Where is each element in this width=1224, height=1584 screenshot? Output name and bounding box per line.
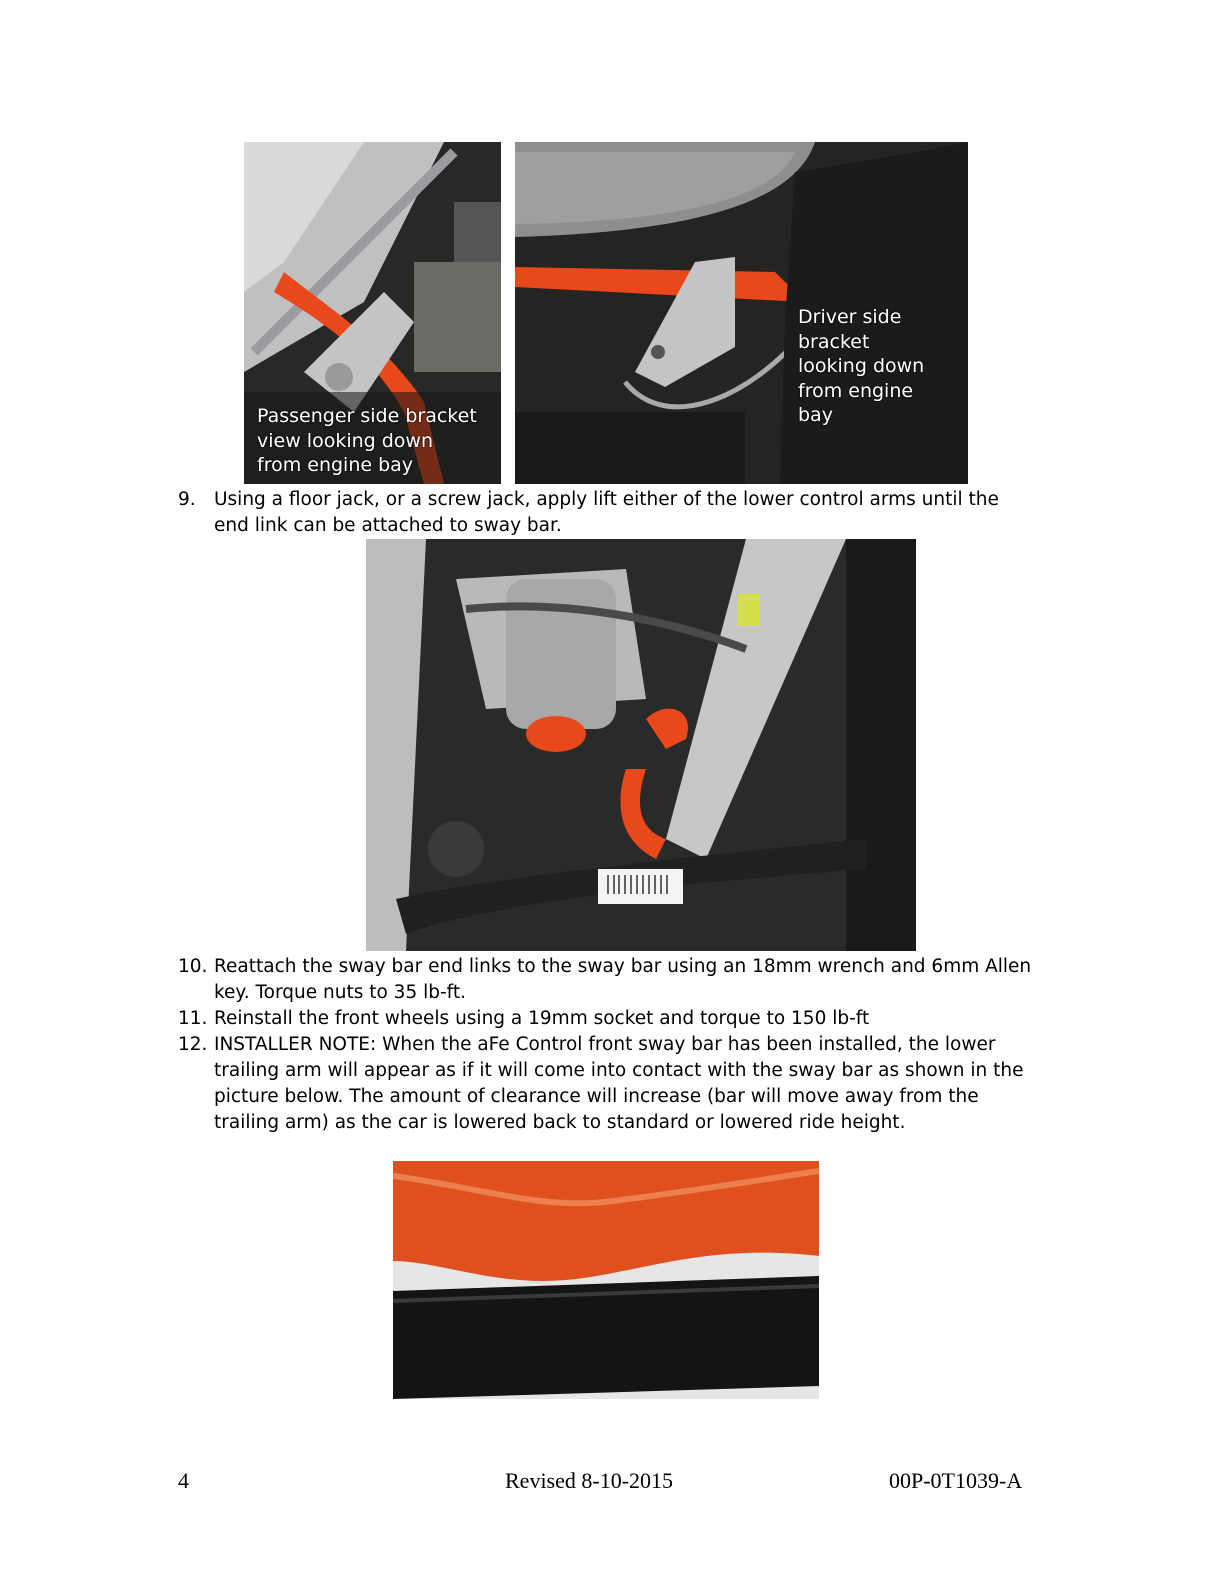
step-12	[178, 1032, 1038, 1136]
step-11	[178, 1006, 1038, 1032]
step-10	[178, 954, 1038, 1006]
step-11-text: Reinstall the front wheels using a 19mm socket and torque to 150 lb-ft	[214, 1008, 870, 1029]
step-9-text: Using a floor jack, or a screw jack, apply lift either of the lower control arms until the end link can be attached to sway bar.	[214, 489, 999, 536]
driver-bracket-caption: Driver side bracket looking down from engine bay	[798, 306, 925, 426]
sway-bar-clearance-image	[393, 1161, 819, 1399]
step-10-text: Reattach the sway bar end links to the sway bar using an 18mm wrench and 6mm Allen key. Torque nuts to 35 lb-ft.	[214, 956, 1032, 1003]
step-9-number: 9.	[178, 489, 196, 510]
step-12-text: INSTALLER NOTE: When the aFe Control front sway bar has been installed, the lower trailing arm will appear as if it will come into contact with the sway bar as shown in the picture below. The amount of clearance will increase (bar will move away from the trailing arm) as the car is lowered back to standard or lowered ride height.	[214, 1034, 1024, 1133]
lower-control-arm-photo	[366, 539, 916, 951]
step-9	[178, 487, 1038, 539]
passenger-bracket-caption: Passenger side bracket view looking down from engine bay	[257, 405, 477, 476]
part-number: 00P-0T1039-A	[889, 1468, 1023, 1493]
step-10-number: 10.	[178, 956, 208, 977]
page-number: 4	[178, 1468, 189, 1493]
lower-control-arm-image	[366, 539, 916, 951]
revision-date: Revised 8-10-2015	[505, 1468, 674, 1493]
step-11-number: 11.	[178, 1008, 208, 1029]
step-12-number: 12.	[178, 1034, 208, 1055]
sway-bar-clearance-photo	[393, 1161, 819, 1399]
